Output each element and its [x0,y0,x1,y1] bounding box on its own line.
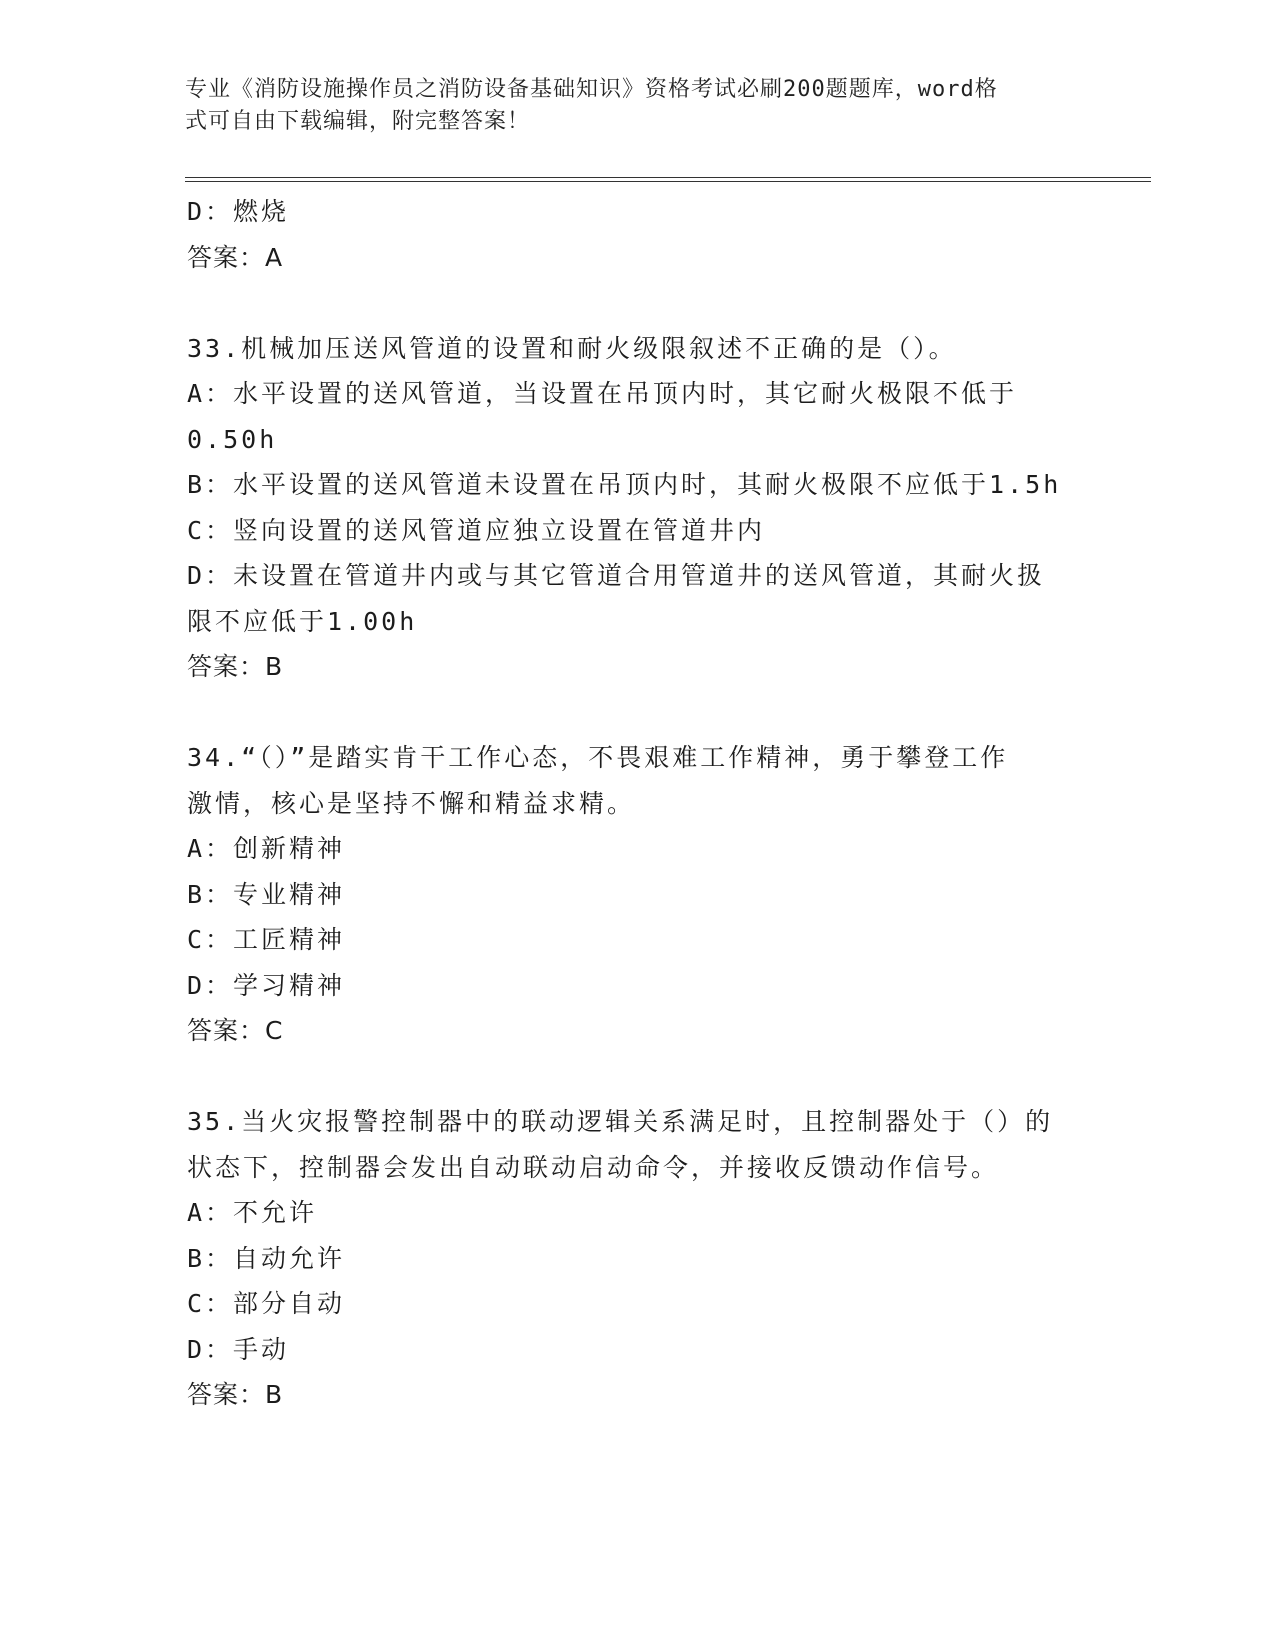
option-d: D：燃烧 [187,197,290,226]
question-34 [187,735,1087,1054]
option-c: C：工匠精神 [187,925,346,954]
question-32-tail [187,189,1087,280]
option-b: B：水平设置的送风管道未设置在吊顶内时，其耐火极限不应低于1.5h [187,470,1062,499]
option-d: D：学习精神 [187,970,346,1000]
option-d: D：手动 [187,1334,290,1364]
option-b: B：专业精神 [187,879,346,909]
spacer [187,280,1087,326]
option-d-continued: 限不应低于1.00h [187,606,418,636]
answer-line: 答案：B [187,652,284,681]
option-d: D：未设置在管道井内或与其它管道合用管道井的送风管道，其耐火扱 [187,561,1046,590]
answer-line: 答案：A [187,242,284,272]
answer-line: 答案：B [187,1380,284,1409]
header-line-2: 式可自由下载编辑，附完整答案！ [185,109,531,134]
document-header [185,74,1065,138]
option-a: A：不允许 [187,1198,318,1227]
question-stem: 34.“（）”是踏实肯干工作心态，不畏艰难工作精神，勇于攀登工作 [187,743,1009,772]
spacer [187,1054,1087,1100]
option-c: C：竖向设置的送风管道应独立设置在管道井内 [187,515,766,545]
option-b: B：自动允许 [187,1243,346,1273]
option-a: A：创新精神 [187,834,346,863]
spacer [187,690,1087,736]
option-a: A：水平设置的送风管道，当设置在吊顶内时，其它耐火极限不低于 [187,379,1018,408]
question-stem-continued: 状态下，控制器会发出自动联动启动命令，并接收反馈动作信号。 [187,1152,1000,1182]
question-35 [187,1099,1087,1418]
header-line-1: 专业《消防设施操作员之消防设备基础知识》资格考试必刷200题题库，word格 [185,77,998,102]
header-divider-thick [185,177,1151,178]
option-c: C：部分自动 [187,1289,346,1318]
answer-line: 答案：C [187,1016,284,1045]
question-list [187,189,1087,1418]
option-a-continued: 0.50h [187,424,278,454]
header-divider-thin [185,181,1151,182]
question-stem: 33.机械加压送风管道的设置和耐火级限叙述不正确的是（）。 [187,333,957,363]
question-stem-continued: 激情，核心是坚持不懈和精益求精。 [187,788,636,818]
question-33 [187,326,1087,690]
question-stem: 35.当火灾报警控制器中的联动逻辑关系满足时，且控制器处于（）的 [187,1107,1054,1136]
